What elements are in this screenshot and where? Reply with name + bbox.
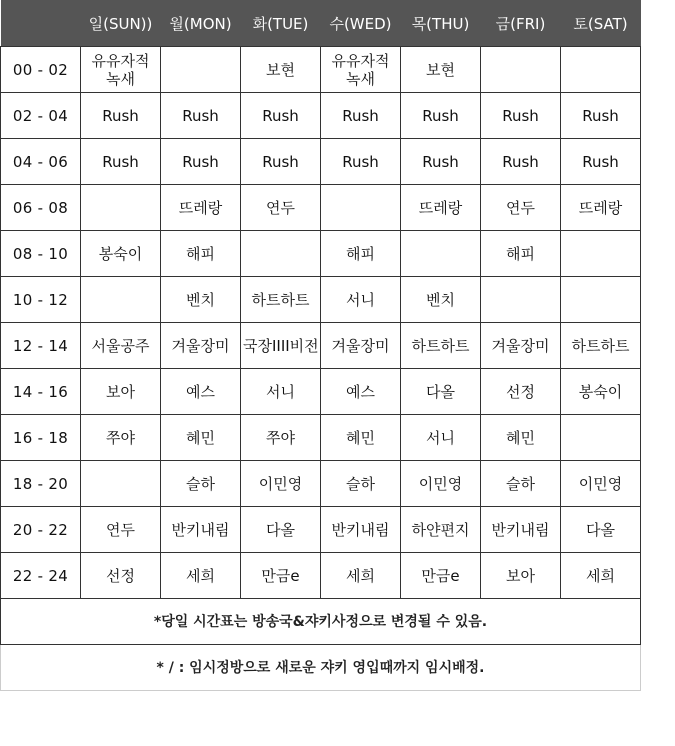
- schedule-cell: 서울공주: [81, 323, 161, 369]
- schedule-cell: 연두: [241, 185, 321, 231]
- schedule-cell: [481, 277, 561, 323]
- schedule-cell: [81, 461, 161, 507]
- schedule-cell: Rush: [321, 93, 401, 139]
- schedule-cell: 국장IIII비전: [241, 323, 321, 369]
- schedule-cell: 보아: [481, 553, 561, 599]
- schedule-cell: 하트하트: [401, 323, 481, 369]
- schedule-cell: 세희: [161, 553, 241, 599]
- table-row: [1, 415, 641, 461]
- table-row: [1, 277, 641, 323]
- header-wed: 수(WED): [321, 0, 401, 47]
- schedule-cell: Rush: [81, 93, 161, 139]
- schedule-cell: Rush: [241, 93, 321, 139]
- schedule-cell: 혜민: [321, 415, 401, 461]
- schedule-cell: 서니: [401, 415, 481, 461]
- schedule-cell: 뜨레랑: [161, 185, 241, 231]
- schedule-cell: 쭈야: [241, 415, 321, 461]
- time-slot-cell: 08 - 10: [1, 231, 81, 277]
- schedule-cell: 세희: [321, 553, 401, 599]
- schedule-cell: Rush: [241, 139, 321, 185]
- schedule-cell: 반키내림: [481, 507, 561, 553]
- time-slot-cell: 00 - 02: [1, 47, 81, 93]
- schedule-cell: 유유자적 녹새: [321, 47, 401, 93]
- table-row: [1, 231, 641, 277]
- schedule-cell: 다올: [561, 507, 641, 553]
- schedule-cell: [561, 231, 641, 277]
- schedule-cell: Rush: [321, 139, 401, 185]
- time-slot-cell: 18 - 20: [1, 461, 81, 507]
- schedule-cell: 서니: [241, 369, 321, 415]
- schedule-cell: 봉숙이: [561, 369, 641, 415]
- schedule-cell: Rush: [561, 93, 641, 139]
- schedule-cell: 혜민: [161, 415, 241, 461]
- time-slot-cell: 16 - 18: [1, 415, 81, 461]
- schedule-cell: 뜨레랑: [401, 185, 481, 231]
- schedule-cell: 슬하: [161, 461, 241, 507]
- time-slot-cell: 06 - 08: [1, 185, 81, 231]
- schedule-cell: [81, 277, 161, 323]
- schedule-cell: Rush: [401, 93, 481, 139]
- schedule-cell: 해피: [321, 231, 401, 277]
- schedule-cell: 하얀편지: [401, 507, 481, 553]
- schedule-cell: 쭈야: [81, 415, 161, 461]
- header-thu: 목(THU): [401, 0, 481, 47]
- time-slot-cell: 14 - 16: [1, 369, 81, 415]
- schedule-cell: 해피: [481, 231, 561, 277]
- schedule-cell: 봉숙이: [81, 231, 161, 277]
- header-sat: 토(SAT): [561, 0, 641, 47]
- table-row: [1, 461, 641, 507]
- schedule-cell: Rush: [161, 93, 241, 139]
- schedule-cell: 유유자적 녹새: [81, 47, 161, 93]
- note-row: [1, 645, 641, 691]
- schedule-note: *당일 시간표는 방송국&쟈키사정으로 변경될 수 있음.: [1, 599, 641, 645]
- schedule-cell: 이민영: [401, 461, 481, 507]
- schedule-cell: 뜨레랑: [561, 185, 641, 231]
- schedule-cell: 이민영: [241, 461, 321, 507]
- schedule-cell: [401, 231, 481, 277]
- header-fri: 금(FRI): [481, 0, 561, 47]
- schedule-cell: [561, 277, 641, 323]
- schedule-cell: Rush: [561, 139, 641, 185]
- table-row: [1, 553, 641, 599]
- schedule-cell: Rush: [481, 93, 561, 139]
- schedule-cell: 선정: [481, 369, 561, 415]
- schedule-cell: 슬하: [481, 461, 561, 507]
- schedule-cell: [481, 47, 561, 93]
- header-sun: 일(SUN)): [81, 0, 161, 47]
- schedule-cell: 만금e: [241, 553, 321, 599]
- table-row: [1, 185, 641, 231]
- header-mon: 월(MON): [161, 0, 241, 47]
- time-slot-cell: 10 - 12: [1, 277, 81, 323]
- header-time: [1, 0, 81, 47]
- schedule-cell: 벤치: [161, 277, 241, 323]
- schedule-cell: 반키내림: [321, 507, 401, 553]
- schedule-cell: 연두: [481, 185, 561, 231]
- schedule-cell: 연두: [81, 507, 161, 553]
- schedule-cell: 혜민: [481, 415, 561, 461]
- schedule-cell: 다올: [241, 507, 321, 553]
- schedule-cell: [321, 185, 401, 231]
- schedule-cell: Rush: [161, 139, 241, 185]
- table-row: [1, 323, 641, 369]
- table-row: [1, 507, 641, 553]
- schedule-cell: [561, 415, 641, 461]
- schedule-cell: 하트하트: [561, 323, 641, 369]
- schedule-cell: [161, 47, 241, 93]
- schedule-cell: [561, 47, 641, 93]
- schedule-cell: 예스: [161, 369, 241, 415]
- schedule-cell: 반키내림: [161, 507, 241, 553]
- schedule-cell: Rush: [81, 139, 161, 185]
- schedule-cell: [241, 231, 321, 277]
- schedule-cell: 겨울장미: [481, 323, 561, 369]
- schedule-cell: 이민영: [561, 461, 641, 507]
- note-row: [1, 599, 641, 645]
- time-slot-cell: 02 - 04: [1, 93, 81, 139]
- table-row: [1, 369, 641, 415]
- schedule-cell: 하트하트: [241, 277, 321, 323]
- schedule-cell: Rush: [481, 139, 561, 185]
- temporary-note: * / : 임시정방으로 새로운 쟈키 영입때까지 임시배정.: [1, 645, 641, 691]
- schedule-cell: 겨울장미: [161, 323, 241, 369]
- schedule-cell: 보아: [81, 369, 161, 415]
- schedule-cell: 벤치: [401, 277, 481, 323]
- header-tue: 화(TUE): [241, 0, 321, 47]
- schedule-cell: Rush: [401, 139, 481, 185]
- time-slot-cell: 12 - 14: [1, 323, 81, 369]
- header-row: [1, 0, 641, 47]
- table-row: [1, 47, 641, 93]
- schedule-cell: 다올: [401, 369, 481, 415]
- schedule-cell: 예스: [321, 369, 401, 415]
- schedule-cell: 보현: [401, 47, 481, 93]
- schedule-cell: 선정: [81, 553, 161, 599]
- time-slot-cell: 22 - 24: [1, 553, 81, 599]
- table-row: [1, 139, 641, 185]
- schedule-cell: 세희: [561, 553, 641, 599]
- schedule-cell: 겨울장미: [321, 323, 401, 369]
- schedule-cell: [81, 185, 161, 231]
- schedule-cell: 해피: [161, 231, 241, 277]
- time-slot-cell: 04 - 06: [1, 139, 81, 185]
- schedule-cell: 슬하: [321, 461, 401, 507]
- schedule-cell: 만금e: [401, 553, 481, 599]
- schedule-cell: 보현: [241, 47, 321, 93]
- schedule-cell: 서니: [321, 277, 401, 323]
- time-slot-cell: 20 - 22: [1, 507, 81, 553]
- table-row: [1, 93, 641, 139]
